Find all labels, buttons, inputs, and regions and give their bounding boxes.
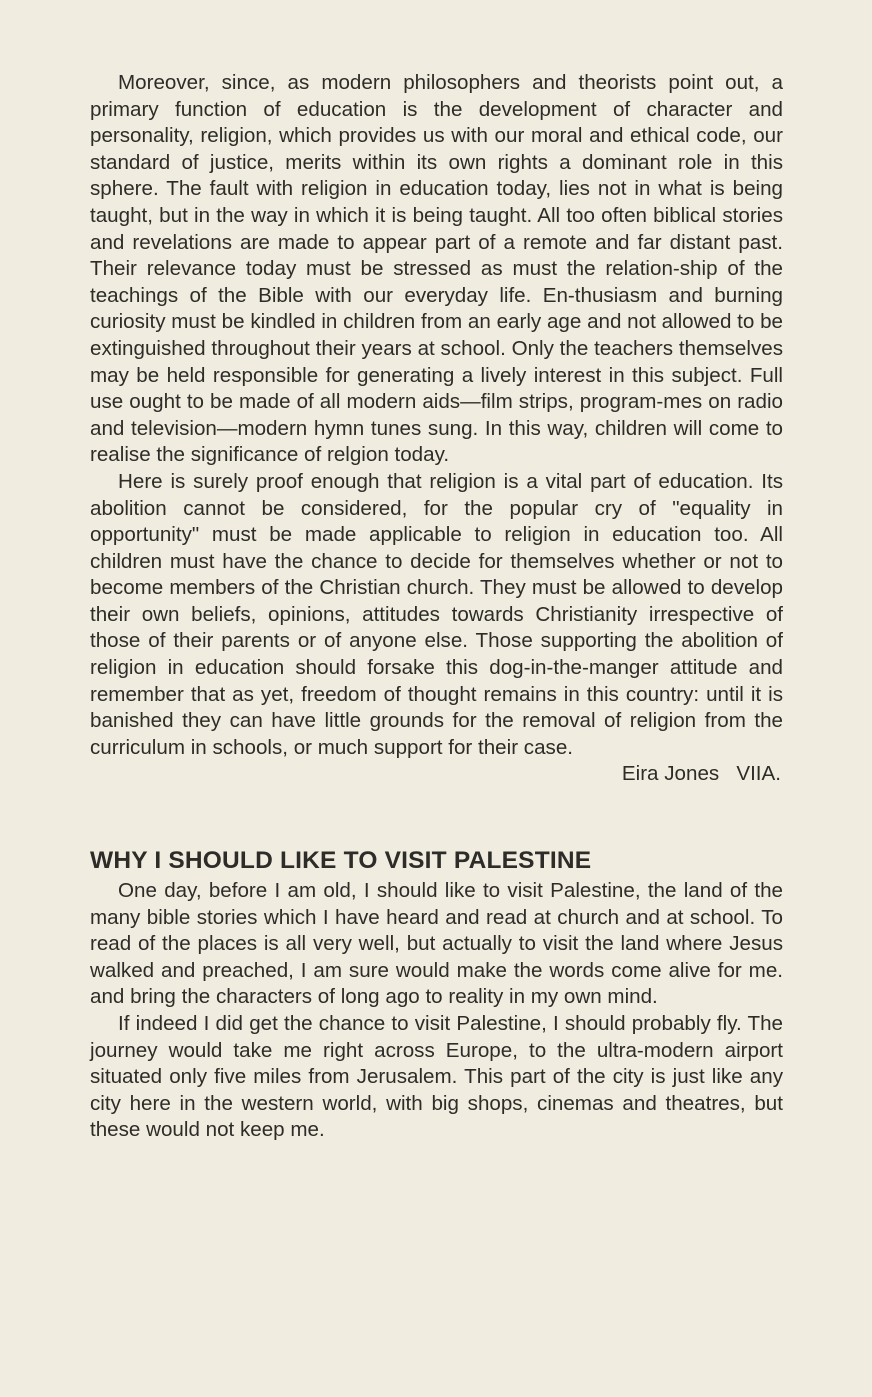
essay1-author-signature: Eira Jones VIIA. xyxy=(621,762,781,786)
essay2-paragraph-1: One day, before I am old, I should like to visit Palestine, the land of the many bible stories which I have heard and read at church and at school. To read of the places is all very well, but actually to visit the land where Jesus walked and preached, I am sure would make the words come alive for me. and bring the characters of long ago to reality in my own mind. xyxy=(90,879,783,1009)
document-page xyxy=(90,70,783,1144)
essay1-paragraph-1: Moreover, since, as modern philosophers and theorists point out, a primary function of education is the development of character and personality, religion, which provides us with our moral and ethical code, our standard of justice, merits within its own rights a dominant role in this sphere. The fault with religion in education today, lies not in what is being taught, but in the way in which it is being taught. All too often biblical stories and revelations are made to appear part of a remote and far distant past. Their relevance today must be stressed as must the relation-ship of the teachings of the Bible with our everyday life. En-thusiasm and burning curiosity must be kindled in children from an early age and not allowed to be extinguished throughout their years at school. Only the teachers themselves may be held responsible for generating a lively interest in this subject. Full use ought to be made of all modern aids—film strips, program-mes on radio and television—modern hymn tunes sung. In this way, children will come to realise the significance of relgion today. xyxy=(90,71,783,467)
essay2-title: WHY I SHOULD LIKE TO VISIT PALESTINE xyxy=(90,847,592,875)
essay2-paragraph-2: If indeed I did get the chance to visit Palestine, I should probably fly. The journey would take me right across Europe, to the ultra-modern airport situated only five miles from Jerusalem. This part of the city is just like any city here in the western world, with big shops, cinemas and theatres, but these would not keep me. xyxy=(90,1012,783,1142)
essay1-paragraph-2: Here is surely proof enough that religion is a vital part of education. Its abolition cannot be considered, for the popular cry of "equality in opportunity" must be made applicable to religion in education too. All children must have the chance to decide for themselves whether or not to become members of the Christian church. They must be allowed to develop their own beliefs, opinions, attitudes towards Christianity irrespective of those of their parents or of anyone else. Those supporting the abolition of religion in education should forsake this dog-in-the-manger attitude and remember that as yet, freedom of thought remains in this country: until it is banished they can have little grounds for the removal of religion from the curriculum in schools, or much support for their case. xyxy=(90,469,783,759)
